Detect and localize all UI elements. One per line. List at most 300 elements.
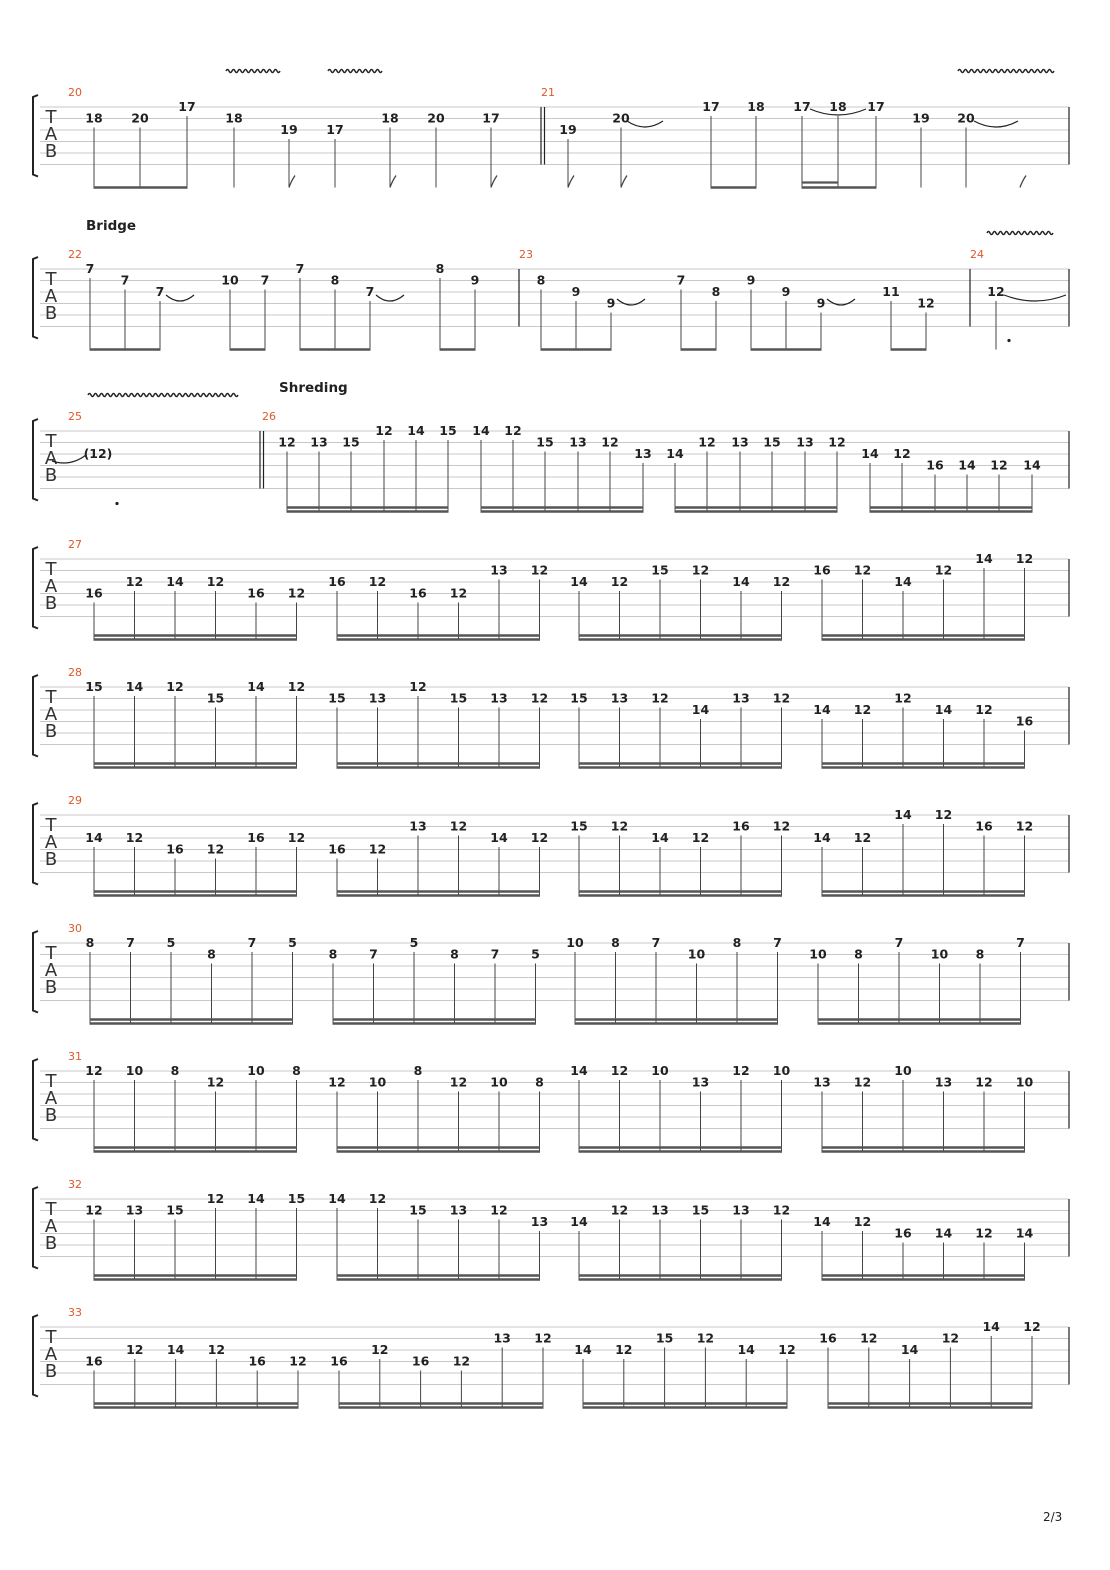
fret-number: 20 (612, 110, 630, 126)
fret-number: 5 (409, 935, 419, 950)
fret-number: 10 (687, 946, 706, 962)
fret-number: 16 (85, 585, 103, 601)
fret-number: 14 (407, 423, 425, 438)
fret-number: 8 (292, 1063, 301, 1078)
system-bracket (33, 675, 38, 757)
measure-number: 23 (519, 248, 533, 261)
fret-number: 12 (691, 562, 710, 578)
fret-number: 10 (930, 946, 949, 962)
fret-number: 13 (813, 1074, 831, 1090)
vibrato-line (958, 70, 1054, 73)
fret-number: 8 (330, 272, 340, 288)
fret-number: 12 (534, 1330, 552, 1346)
fret-number: 15 (409, 1202, 427, 1218)
fret-number: 14 (247, 679, 265, 694)
fret-number: 15 (536, 434, 554, 450)
fret-number: 12 (934, 562, 953, 578)
tab-clef-letter: B (44, 977, 58, 998)
fret-number: 14 (934, 1225, 953, 1241)
fret-number: 17 (867, 99, 885, 114)
fret-number: 14 (574, 1342, 592, 1357)
fret-number: 12 (85, 1202, 103, 1218)
fret-number: 12 (207, 1342, 226, 1357)
fret-number: 9 (470, 272, 480, 288)
fret-number: 14 (570, 1063, 588, 1078)
tab-clef-letter: B (44, 849, 58, 870)
fret-number: 12 (941, 1330, 960, 1346)
fret-number: 13 (731, 434, 749, 450)
fret-number: 5 (531, 946, 540, 962)
system-bracket (33, 95, 38, 177)
fret-number: 10 (894, 1063, 912, 1078)
fret-number: 7 (85, 261, 95, 276)
fret-number: 16 (328, 574, 346, 589)
fret-number: 13 (310, 434, 328, 450)
fret-number: 14 (958, 457, 976, 473)
measure-number: 33 (68, 1306, 82, 1319)
fret-number: 15 (439, 423, 457, 438)
fret-number: 7 (676, 272, 686, 288)
fret-number: 15 (691, 1202, 710, 1218)
fret-number: 7 (155, 284, 165, 299)
fret-number: 13 (732, 690, 750, 706)
tie (376, 295, 404, 301)
fret-number: 14 (1015, 1225, 1034, 1241)
fret-number: 13 (569, 434, 587, 450)
measure-number: 20 (68, 86, 82, 99)
fret-number: 8 (85, 935, 95, 950)
fret-number: 5 (166, 935, 176, 950)
fret-number: 10 (809, 946, 827, 962)
fret-number: 14 (247, 1191, 265, 1206)
fret-number: 12 (778, 1342, 796, 1357)
fret-number: 16 (328, 841, 346, 857)
fret-number: 7 (369, 946, 378, 962)
fret-number: 15 (342, 434, 360, 450)
fret-number: 12 (449, 585, 468, 601)
fret-number: 15 (287, 1191, 306, 1206)
fret-number: 14 (651, 830, 669, 845)
vibrato-line (987, 232, 1053, 235)
tab-clef-letter: A (44, 1216, 58, 1237)
fret-number: 7 (260, 272, 270, 288)
fret-number: 12 (206, 574, 225, 589)
fret-number: 14 (570, 574, 588, 589)
fret-number: 14 (691, 702, 710, 717)
tab-clef-letter: A (44, 448, 58, 469)
note-flag (1020, 176, 1026, 188)
fret-number: 17 (482, 110, 500, 126)
fret-number: 12 (610, 818, 629, 834)
fret-number: 14 (328, 1191, 346, 1206)
system-bracket (33, 931, 38, 1013)
fret-number: 9 (781, 284, 791, 299)
fret-number: 10 (566, 935, 584, 950)
fret-number: 12 (853, 1074, 872, 1090)
fret-number: 14 (166, 574, 184, 589)
fret-number: 14 (666, 446, 684, 461)
tab-clef-letter: A (44, 124, 58, 145)
fret-number: 12 (278, 434, 296, 450)
note-flag (491, 176, 497, 188)
fret-number: 18 (85, 110, 103, 126)
fret-number: 12 (166, 679, 184, 694)
fret-number: 17 (793, 99, 811, 114)
fret-number: 14 (570, 1214, 588, 1229)
fret-number: 8 (413, 1063, 423, 1078)
fret-number: 12 (530, 830, 549, 845)
fret-number: 12 (772, 1202, 791, 1218)
fret-number: 8 (435, 261, 445, 276)
fret-number: 14 (166, 1342, 185, 1357)
tie (627, 121, 663, 127)
fret-number: 16 (732, 818, 750, 834)
note-flag (621, 176, 627, 188)
fret-number: 12 (828, 434, 846, 450)
measure-number: 22 (68, 248, 82, 261)
tab-clef-letter: T (45, 559, 57, 580)
tab-clef-letter: A (44, 960, 58, 981)
fret-number: 19 (559, 122, 577, 137)
fret-number: 12 (917, 295, 935, 311)
page-number: 2/3 (1043, 1510, 1063, 1524)
fret-number: 14 (472, 423, 490, 438)
fret-number: 7 (1016, 935, 1025, 950)
tab-clef-letter: T (45, 107, 57, 128)
fret-number: 12 (853, 830, 872, 845)
fret-number: 16 (813, 562, 831, 578)
fret-number: 12 (328, 1074, 346, 1090)
fret-number: 19 (912, 110, 930, 126)
fret-number: 7 (126, 935, 135, 950)
note-flag (289, 176, 295, 188)
fret-number: 10 (247, 1063, 265, 1078)
system-bracket (33, 1059, 38, 1141)
measure-number: 26 (262, 410, 276, 423)
fret-number: 12 (206, 1074, 225, 1090)
fret-number: 16 (894, 1225, 912, 1241)
fret-number: 12 (698, 434, 716, 450)
fret-number: 8 (711, 284, 721, 299)
tab-clef-letter: A (44, 832, 58, 853)
vibrato-line (328, 70, 382, 73)
fret-number: (12) (83, 446, 113, 461)
fret-number: 12 (853, 702, 872, 717)
fret-number: 14 (737, 1342, 755, 1357)
fret-number: 10 (1015, 1074, 1034, 1090)
fret-number: 12 (409, 679, 427, 694)
tab-clef-letter: B (44, 721, 58, 742)
fret-number: 10 (368, 1074, 387, 1090)
fret-number: 8 (611, 935, 620, 950)
fret-number: 14 (894, 807, 912, 822)
fret-number: 12 (287, 679, 306, 694)
staccato-dot (115, 502, 118, 505)
fret-number: 12 (610, 1063, 629, 1078)
fret-number: 12 (691, 830, 710, 845)
fret-number: 12 (371, 1342, 389, 1357)
fret-number: 15 (763, 434, 781, 450)
fret-number: 15 (206, 690, 225, 706)
tab-clef-letter: T (45, 269, 57, 290)
tab-clef-letter: T (45, 1199, 57, 1220)
fret-number: 16 (409, 585, 427, 601)
fret-number: 12 (449, 1074, 468, 1090)
fret-number: 10 (651, 1063, 669, 1078)
fret-number: 13 (490, 562, 508, 578)
fret-number: 13 (796, 434, 814, 450)
tab-clef-letter: B (44, 1233, 58, 1254)
fret-number: 12 (772, 690, 791, 706)
fret-number: 9 (606, 295, 616, 311)
fret-number: 12 (615, 1342, 633, 1357)
fret-number: 12 (601, 434, 619, 450)
measure-number: 31 (68, 1050, 82, 1063)
fret-number: 14 (1023, 457, 1041, 473)
fret-number: 13 (409, 818, 427, 834)
tab-clef-letter: B (44, 303, 58, 324)
tab-clef-letter: A (44, 1088, 58, 1109)
fret-number: 9 (816, 295, 826, 311)
measure-number: 30 (68, 922, 82, 935)
fret-number: 16 (1015, 713, 1034, 729)
fret-number: 10 (221, 272, 239, 288)
fret-number: 16 (247, 830, 265, 845)
fret-number: 16 (819, 1330, 837, 1346)
fret-number: 14 (975, 551, 993, 566)
fret-number: 17 (178, 99, 196, 114)
fret-number: 7 (894, 935, 904, 950)
fret-number: 14 (85, 830, 103, 845)
fret-number: 12 (1023, 1319, 1041, 1334)
fret-number: 15 (166, 1202, 184, 1218)
fret-number: 18 (225, 110, 243, 126)
fret-number: 12 (125, 574, 144, 589)
fret-number: 5 (288, 935, 297, 950)
fret-number: 14 (934, 702, 953, 717)
fret-number: 14 (861, 446, 879, 461)
fret-number: 16 (85, 1353, 103, 1369)
fret-number: 12 (530, 562, 549, 578)
measure-number: 32 (68, 1178, 82, 1191)
measure-number: 27 (68, 538, 82, 551)
fret-number: 14 (732, 574, 750, 589)
fret-number: 8 (328, 946, 338, 962)
note-flag (390, 176, 396, 188)
fret-number: 15 (651, 562, 669, 578)
fret-number: 12 (987, 284, 1005, 299)
fret-number: 13 (530, 1214, 549, 1229)
section-label: Bridge (86, 218, 137, 234)
tab-clef-letter: T (45, 431, 57, 452)
fret-number: 10 (125, 1063, 144, 1078)
fret-number: 14 (813, 1214, 831, 1229)
fret-number: 18 (747, 99, 765, 114)
tab-clef-letter: T (45, 687, 57, 708)
fret-number: 13 (610, 690, 629, 706)
fret-number: 9 (571, 284, 581, 299)
fret-number: 13 (934, 1074, 953, 1090)
fret-number: 13 (651, 1202, 669, 1218)
fret-number: 14 (900, 1342, 919, 1357)
fret-number: 8 (450, 946, 459, 962)
measure-number: 28 (68, 666, 82, 679)
measure-number: 21 (541, 86, 555, 99)
tab-clef-letter: A (44, 286, 58, 307)
fret-number: 14 (813, 702, 831, 717)
fret-number: 7 (247, 935, 257, 950)
fret-number: 12 (860, 1330, 878, 1346)
fret-number: 16 (248, 1353, 266, 1369)
fret-number: 12 (452, 1353, 471, 1369)
system-bracket (33, 547, 38, 629)
fret-number: 15 (570, 690, 588, 706)
fret-number: 13 (691, 1074, 710, 1090)
fret-number: 12 (975, 1225, 993, 1241)
fret-number: 12 (853, 562, 872, 578)
fret-number: 12 (126, 1342, 144, 1357)
staccato-dot (1007, 339, 1010, 342)
fret-number: 12 (732, 1063, 750, 1078)
system-bracket (33, 257, 38, 339)
tie (166, 295, 194, 301)
fret-number: 12 (975, 702, 993, 717)
fret-number: 8 (207, 946, 216, 962)
fret-number: 12 (772, 818, 791, 834)
fret-number: 12 (651, 690, 669, 706)
fret-number: 16 (247, 585, 265, 601)
fret-number: 12 (368, 574, 387, 589)
measure-number: 25 (68, 410, 82, 423)
fret-number: 15 (85, 679, 103, 694)
vibrato-line (88, 394, 238, 397)
fret-number: 12 (287, 830, 306, 845)
tab-clef-letter: A (44, 1344, 58, 1365)
system-bracket (33, 419, 38, 501)
note-flag (568, 176, 574, 188)
fret-number: 12 (934, 807, 953, 822)
fret-number: 12 (772, 574, 791, 589)
fret-number: 12 (990, 457, 1008, 473)
fret-number: 12 (504, 423, 522, 438)
system-bracket (33, 803, 38, 885)
fret-number: 17 (326, 122, 344, 137)
fret-number: 14 (894, 574, 912, 589)
fret-number: 16 (926, 457, 944, 473)
tab-clef-letter: B (44, 1361, 58, 1382)
section-label: Shreding (279, 380, 348, 396)
fret-number: 9 (746, 272, 756, 288)
fret-number: 12 (893, 446, 911, 461)
tab-clef-letter: B (44, 141, 58, 162)
tab-clef-letter: T (45, 943, 57, 964)
fret-number: 11 (882, 284, 900, 299)
fret-number: 13 (490, 690, 508, 706)
fret-number: 20 (427, 110, 445, 126)
fret-number: 16 (330, 1353, 348, 1369)
fret-number: 15 (449, 690, 468, 706)
tab-clef-letter: B (44, 465, 58, 486)
fret-number: 8 (732, 935, 742, 950)
fret-number: 12 (125, 830, 144, 845)
fret-number: 8 (536, 272, 546, 288)
fret-number: 14 (490, 830, 508, 845)
tab-clef-letter: A (44, 576, 58, 597)
fret-number: 10 (772, 1063, 791, 1078)
fret-number: 16 (166, 841, 184, 857)
fret-number: 15 (655, 1330, 674, 1346)
fret-number: 7 (365, 284, 375, 299)
vibrato-line (226, 70, 280, 73)
fret-number: 7 (651, 935, 661, 950)
fret-number: 19 (280, 122, 298, 137)
fret-number: 7 (120, 272, 130, 288)
fret-number: 12 (490, 1202, 508, 1218)
fret-number: 20 (131, 110, 149, 126)
fret-number: 17 (702, 99, 720, 114)
fret-number: 12 (375, 423, 393, 438)
tie (1004, 295, 1066, 301)
tab-clef-letter: B (44, 1105, 58, 1126)
fret-number: 12 (975, 1074, 993, 1090)
fret-number: 18 (381, 110, 399, 126)
fret-number: 12 (85, 1063, 103, 1078)
tie (827, 299, 855, 305)
system-bracket (33, 1315, 38, 1397)
fret-number: 14 (125, 679, 144, 694)
fret-number: 12 (206, 1191, 225, 1206)
measure-number: 29 (68, 794, 82, 807)
fret-number: 18 (829, 99, 847, 114)
fret-number: 12 (289, 1353, 307, 1369)
fret-number: 12 (610, 1202, 629, 1218)
fret-number: 12 (696, 1330, 715, 1346)
fret-number: 12 (368, 1191, 387, 1206)
fret-number: 12 (1015, 818, 1034, 834)
fret-number: 7 (490, 946, 500, 962)
fret-number: 14 (813, 830, 831, 845)
fret-number: 13 (125, 1202, 144, 1218)
fret-number: 13 (368, 690, 387, 706)
tab-clef-letter: A (44, 704, 58, 725)
fret-number: 13 (449, 1202, 468, 1218)
fret-number: 13 (634, 446, 652, 461)
fret-number: 8 (854, 946, 863, 962)
fret-number: 8 (975, 946, 985, 962)
tab-clef-letter: T (45, 1327, 57, 1348)
fret-number: 15 (570, 818, 588, 834)
tie (974, 121, 1018, 127)
fret-number: 12 (1015, 551, 1034, 566)
fret-number: 7 (773, 935, 782, 950)
fret-number: 12 (853, 1214, 872, 1229)
fret-number: 12 (206, 841, 225, 857)
fret-number: 16 (975, 818, 993, 834)
fret-number: 12 (368, 841, 387, 857)
fret-number: 13 (732, 1202, 750, 1218)
fret-number: 16 (411, 1353, 430, 1369)
tab-clef-letter: T (45, 1071, 57, 1092)
tab-clef-letter: T (45, 815, 57, 836)
fret-number: 7 (295, 261, 305, 276)
fret-number: 13 (493, 1330, 511, 1346)
fret-number: 8 (170, 1063, 180, 1078)
fret-number: 15 (328, 690, 346, 706)
fret-number: 8 (535, 1074, 544, 1090)
fret-number: 12 (449, 818, 468, 834)
tie (617, 299, 645, 305)
system-bracket (33, 1187, 38, 1269)
